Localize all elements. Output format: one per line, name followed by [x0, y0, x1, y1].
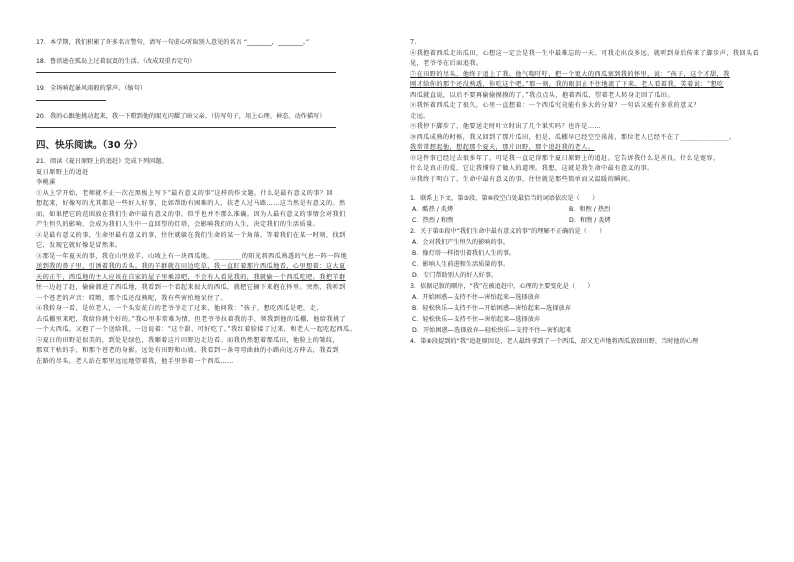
answer-line-19	[36, 100, 106, 101]
option-b[interactable]: B．像灯塔一样指引着我们人生的事。	[412, 250, 516, 257]
passage-line: 在路的尽头，老人站在那里远远地望着我，他手里举着一个西瓜……	[36, 357, 234, 365]
option-d[interactable]: D．开始困惑—选择放弃—轻松快乐—支持不住—害怕起来	[412, 327, 572, 334]
passage-line: ⑤夏日的田野是很美的，到处是绿色，我顺着这片田野边走边看。而我仍然想着那瓜田，他脸上的皱纹，	[36, 336, 340, 344]
option-c[interactable]: C．轻松快乐—支持不住—害怕起来—选择放弃	[412, 316, 541, 323]
option-c[interactable]: C．热烈 / 和煦	[412, 217, 454, 224]
passage-line-underlined: ⑦在田野的尽头，他终于追上了我。他气喘吁吁，把一个更大的西瓜塞到我的怀里，说：“孩子，这个才甜，我	[410, 70, 730, 78]
passage-line: ②是最有意义的事，生命里最有意义的事，往往就躲在我们生命的某一个角落，等着我们在某一时刻，找到	[36, 231, 346, 239]
passage-line: ⑫我终于明白了，生命中最有意义的事，往往就是那些简单而又温暖的瞬间。	[410, 175, 634, 183]
option-a[interactable]: A．会对我们产生恒久的影响的事。	[412, 239, 510, 246]
passage-line: 它，发现它就好像是冒然来。	[36, 242, 122, 249]
passage-line: ⑥我抱着西瓜走出瓜田，心想这一定会是我一生中最难忘的一天。可我走出没多远，就听到身后传来了脚步声，我回头看	[410, 49, 760, 57]
passage-line: ⑧我怀着西瓜走了很久，心里一直想着：一个西瓜究竟能有多大的分量？一句话又能有多重的意义？	[410, 102, 700, 109]
option-d[interactable]: D．专门帮助别人的好人好事。	[412, 272, 498, 279]
option-c[interactable]: C．影响人生前进和生活质量的事。	[412, 261, 510, 268]
question-1: 1．联系上下文，第③段、第⑩段空白处最恰当的词语依次是（ ）	[410, 195, 599, 202]
passage-line: 西瓜就直说，以后不要再偷偷摸摸的了。”我点点头，抱着西瓜，望着老人转身走回了瓜田。	[410, 91, 674, 99]
option-a[interactable]: A．酷热 / 炙烤	[412, 206, 454, 213]
passage-line-underlined: 我常常想起他，想起那个夏天，那片田野，那个追赶我的老人。	[410, 144, 595, 151]
passage-line: ⑨我停下脚步了，他要送走时叶立时出了几个果实吗？也许是……	[410, 123, 602, 130]
question-4: 4．第⑧段提到的“我”追赶原因是，老人最终拿到了一个西瓜，却又无声地将西瓜放回田野，当时他的心理	[410, 338, 699, 345]
question-1-options-row	[410, 204, 760, 215]
page-continuation-number: 7．	[410, 39, 421, 46]
option-d[interactable]: D．和煦 / 炙烤	[569, 217, 611, 224]
passage-line: 一个苍老的声音：哎哟，那个瓜还没熟呢，我有些害怕地呆住了。	[36, 294, 228, 302]
question-21: 21．阅读《夏日原野上的追赶》完成下列问题。	[36, 158, 168, 165]
passage-line: 去瓜棚里来吧，我给你挑个好的。”我心里非常难为情，但老爷爷拉着我的手，领我到他的瓜棚，他给我挑了	[36, 315, 347, 323]
answer-line-20	[36, 127, 336, 128]
passage-line: 那双干枯的手，和那个苍老的身影。远处有田野和山坡，我看到一条弯弯曲曲的小路向远方伸去，我看到	[36, 347, 340, 354]
option-b[interactable]: B．和煦 / 热烈	[569, 206, 611, 213]
passage-author: 李桃溪	[36, 179, 56, 186]
passage-line-underlined: 送到我的鼻子里，引诱着我的舌头。我的羊群就在田边吃草，我一直盯着那片西瓜地看，心里想着：这大夏	[36, 263, 346, 270]
answer-line-18	[36, 72, 336, 73]
passage-line: ①从上学开始，老师就不止一次在黑板上写下“最有意义的事”这样的作文题。什么是最有意义的事？回	[36, 189, 333, 197]
passage-line: ④我转身一看，是位老人，一个头发花白的老爷爷走了过来，他问我：“孩子，想吃西瓜是吧，走，	[36, 305, 323, 312]
question-19: 19．全场响起暴风雨般的掌声。（缩句）	[36, 85, 146, 92]
passage-line-underlined: 天的正午，西瓜地的主人应该在自家的屋子里乘凉吧，不会有人看见我的，我就偷一个西瓜吃吧。我把羊群	[36, 273, 346, 281]
question-2: 2．关于第①段中“我们生命中最有意义的事”的理解不正确的是（ ）	[410, 228, 606, 235]
passage-line-underlined: 刚才给你的那个还没熟透，你吃这个吧。”那一刻，我的眼泪止不住地流了下来。老人看着我，笑着说：“想吃	[410, 81, 724, 88]
option-b[interactable]: B．轻松快乐—支持不住—开始困惑—害怕起来—选择放弃	[412, 305, 571, 312]
passage-line: 什么是真正的爱，它让我懂得了做人的道理。我想，这就是我生命中最有意义的事。	[410, 165, 654, 172]
question-3: 3．依据记叙的顺序，“我”在被追赶中，心理的主要变化是（ ）	[410, 283, 594, 290]
passage-line: ③那是一年夏天的事，我在山里放羊，山坡上有一块西瓜地。________的阳光将西瓜熟透的气息一阵一阵地	[36, 252, 348, 260]
passage-line: 想起来，好像写的尤其都是一些好人好事，比如帮助有困难的人，扶老人过马路……这当然是有意义的。然	[36, 200, 346, 207]
passage-line: 而，如果把它的范围放在我们生命中最有意义的事，似乎也并不那么准确。因为人最有意义的事情会对我们	[36, 210, 346, 218]
passage-line: 见，老爷爷在后面追我。	[410, 60, 483, 67]
question-1-options-row	[410, 215, 760, 226]
question-20: 20．我的心跟他挑动起来，我一下瞪到他的眼光闪耀了暗父亲。（仿写句子，用上心理、神态、动作描写）	[36, 112, 326, 120]
right-column	[410, 38, 760, 347]
passage-line: 产生恒久的影响，会成为我们人生中一直回望的灯塔，会影响我们的人生，决定我们的生活质量。	[36, 221, 320, 228]
passage-line: ⑩西瓜成熟的时候，我又回到了那片瓜田，但是，瓜棚早已经空空荡荡，那位老人已经不在了______________。	[410, 133, 736, 141]
option-a[interactable]: A．开始困惑—支持不住—害怕起来—选择放弃	[412, 294, 540, 301]
passage-line: ⑪这件事已经过去很多年了，可是我一直记得那个夏日原野上的追赶。它告诉我什么是善良，什么是宽容，	[410, 154, 720, 162]
question-18: 18．鲁滨逊在孤岛上过着寂寞的生活。（改成双重否定句）	[36, 57, 196, 65]
left-column	[36, 38, 386, 367]
passage-line: 走远。	[410, 112, 430, 120]
section-title: 四、快乐阅读。（30 分）	[36, 140, 143, 151]
passage-line: 一个大西瓜，又抱了一个送给我，一边说着：“这个甜，可好吃了。”我红着脸接了过来，和老人一起吃起西瓜。	[36, 326, 357, 333]
question-17: 17．本学期，我们积累了许多名言警句，请写一句虚心听取别人意见的名言 “________，________。”	[36, 39, 310, 46]
passage-line: 往一边赶了赶，偷偷溜进了西瓜地，我看到一个看起来很大的西瓜，就把它摘下来抱在怀里。突然，我听到	[36, 284, 346, 291]
passage-title: 夏日原野上的追赶	[36, 168, 89, 176]
